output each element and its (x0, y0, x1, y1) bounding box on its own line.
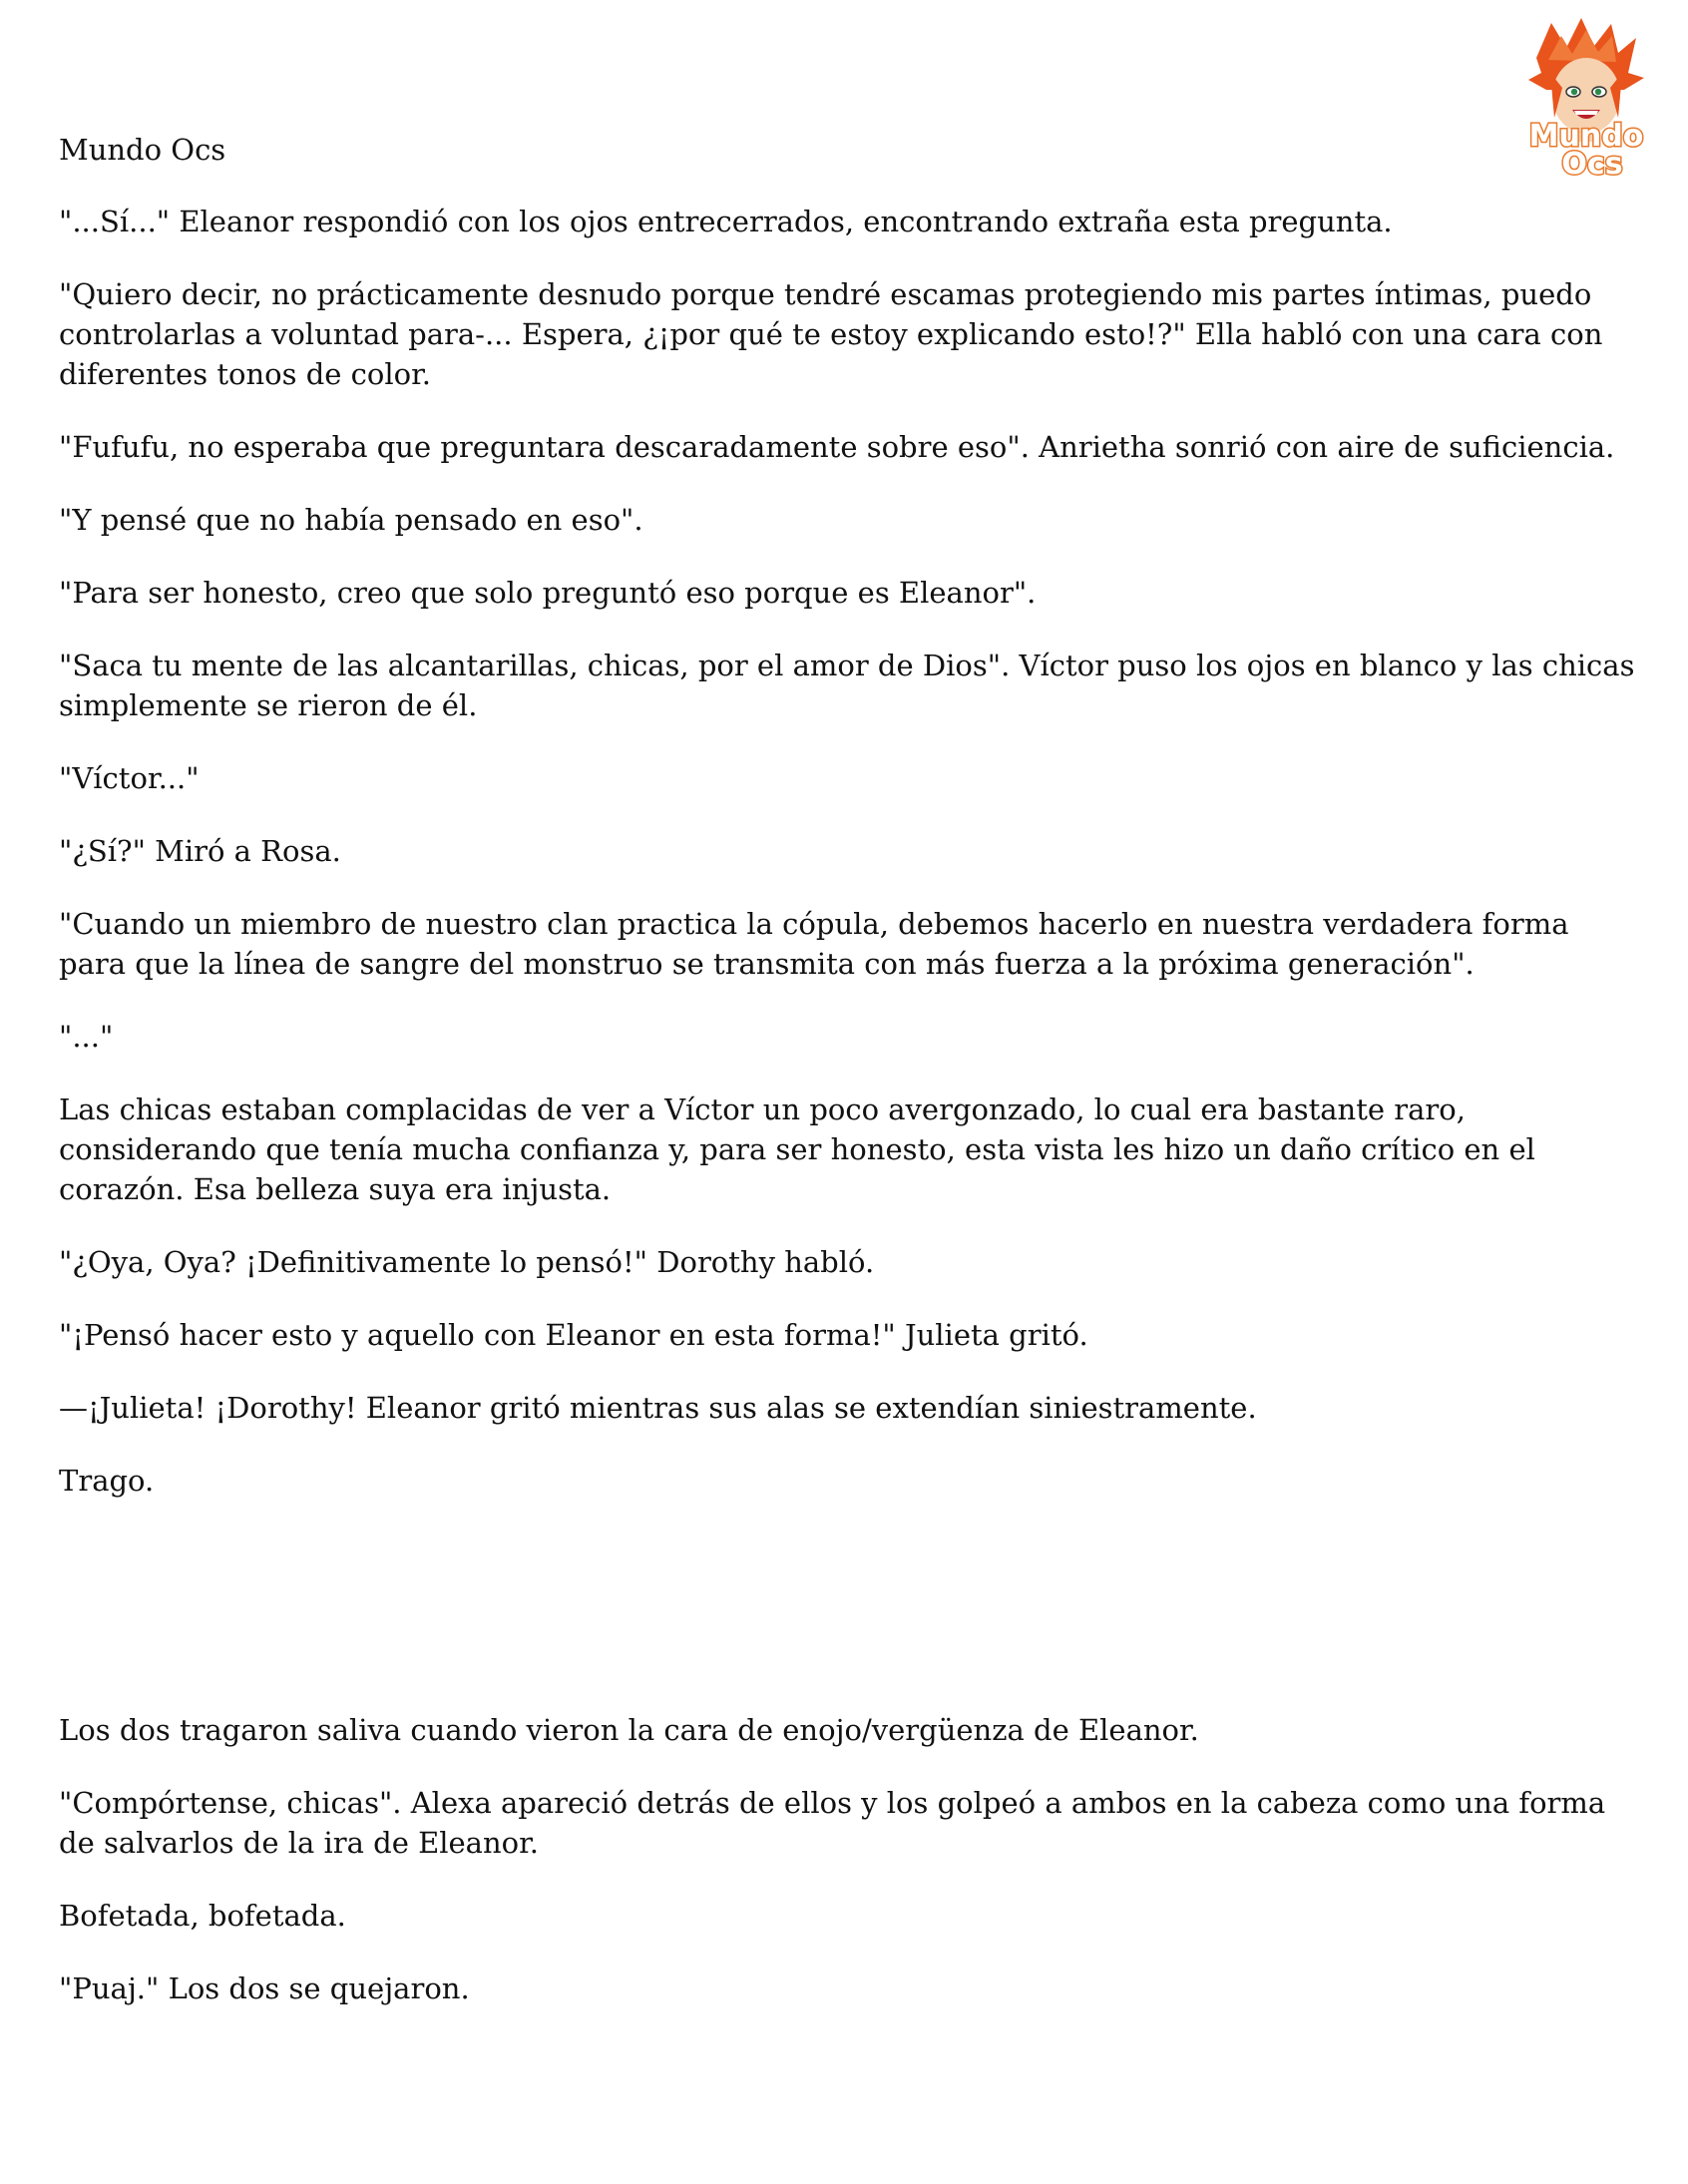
paragraph: Trago. (59, 1464, 155, 1498)
paragraph: "¿Sí?" Miró a Rosa. (59, 834, 341, 868)
paragraph: —¡Julieta! ¡Dorothy! Eleanor gritó mientras sus alas se extendían siniestramente. (59, 1391, 1257, 1425)
paragraph: "Quiero decir, no prácticamente desnudo porque tendré escamas protegiendo mis partes íntimas, puedo controlarlas a voluntad para-... Espera, ¿¡por qué te estoy explicando esto!?" Ella habló con una cara con diferentes tonos de color. (59, 277, 1603, 391)
paragraph: "Cuando un miembro de nuestro clan practica la cópula, debemos hacerlo en nuestra verdadera forma para que la línea de sangre del monstruo se transmita con más fuerza a la próxima generación". (59, 907, 1569, 981)
paragraph: "¡Pensó hacer esto y aquello con Eleanor en esta forma!" Julieta gritó. (59, 1318, 1088, 1352)
document-body (59, 202, 1635, 2041)
paragraph: "...Sí..." Eleanor respondió con los ojos entrecerrados, encontrando extraña esta pregunta. (59, 205, 1393, 238)
paragraph: "Y pensé que no había pensado en eso". (59, 503, 643, 537)
paragraph: "Saca tu mente de las alcantarillas, chicas, por el amor de Dios". Víctor puso los ojos en blanco y las chicas simplemente se rieron de él. (59, 649, 1635, 722)
section-gap (59, 1533, 1635, 1710)
paragraph: "..." (59, 1020, 114, 1054)
mundo-ocs-logo (1506, 18, 1666, 178)
paragraph: "Compórtense, chicas". Alexa apareció detrás de ellos y los golpeó a ambos en la cabeza como una forma de salvarlos de la ira de Eleanor. (59, 1786, 1606, 1860)
paragraph: "Fufufu, no esperaba que preguntara descaradamente sobre eso". Anrietha sonrió con aire de suficiencia. (59, 430, 1615, 464)
logo-text-top: Mundo (1528, 119, 1644, 154)
paragraph: Los dos tragaron saliva cuando vieron la cara de enojo/vergüenza de Eleanor. (59, 1713, 1199, 1747)
header-title: Mundo Ocs (59, 133, 226, 167)
logo-illustration (1506, 18, 1666, 178)
paragraph: "Víctor..." (59, 761, 200, 795)
logo-text-bottom: Ocs (1561, 147, 1623, 178)
paragraph: Bofetada, bofetada. (59, 1899, 346, 1933)
paragraph: Las chicas estaban complacidas de ver a Víctor un poco avergonzado, lo cual era bastante raro, considerando que tenía mucha confianza y, para ser honesto, esta vista les hizo un daño crítico en el corazón. Esa belleza suya era injusta. (59, 1092, 1535, 1206)
paragraph: "Para ser honesto, creo que solo preguntó eso porque es Eleanor". (59, 576, 1037, 610)
paragraph: "¿Oya, Oya? ¡Definitivamente lo pensó!" Dorothy habló. (59, 1245, 875, 1279)
paragraph: "Puaj." Los dos se quejaron. (59, 1971, 470, 2005)
